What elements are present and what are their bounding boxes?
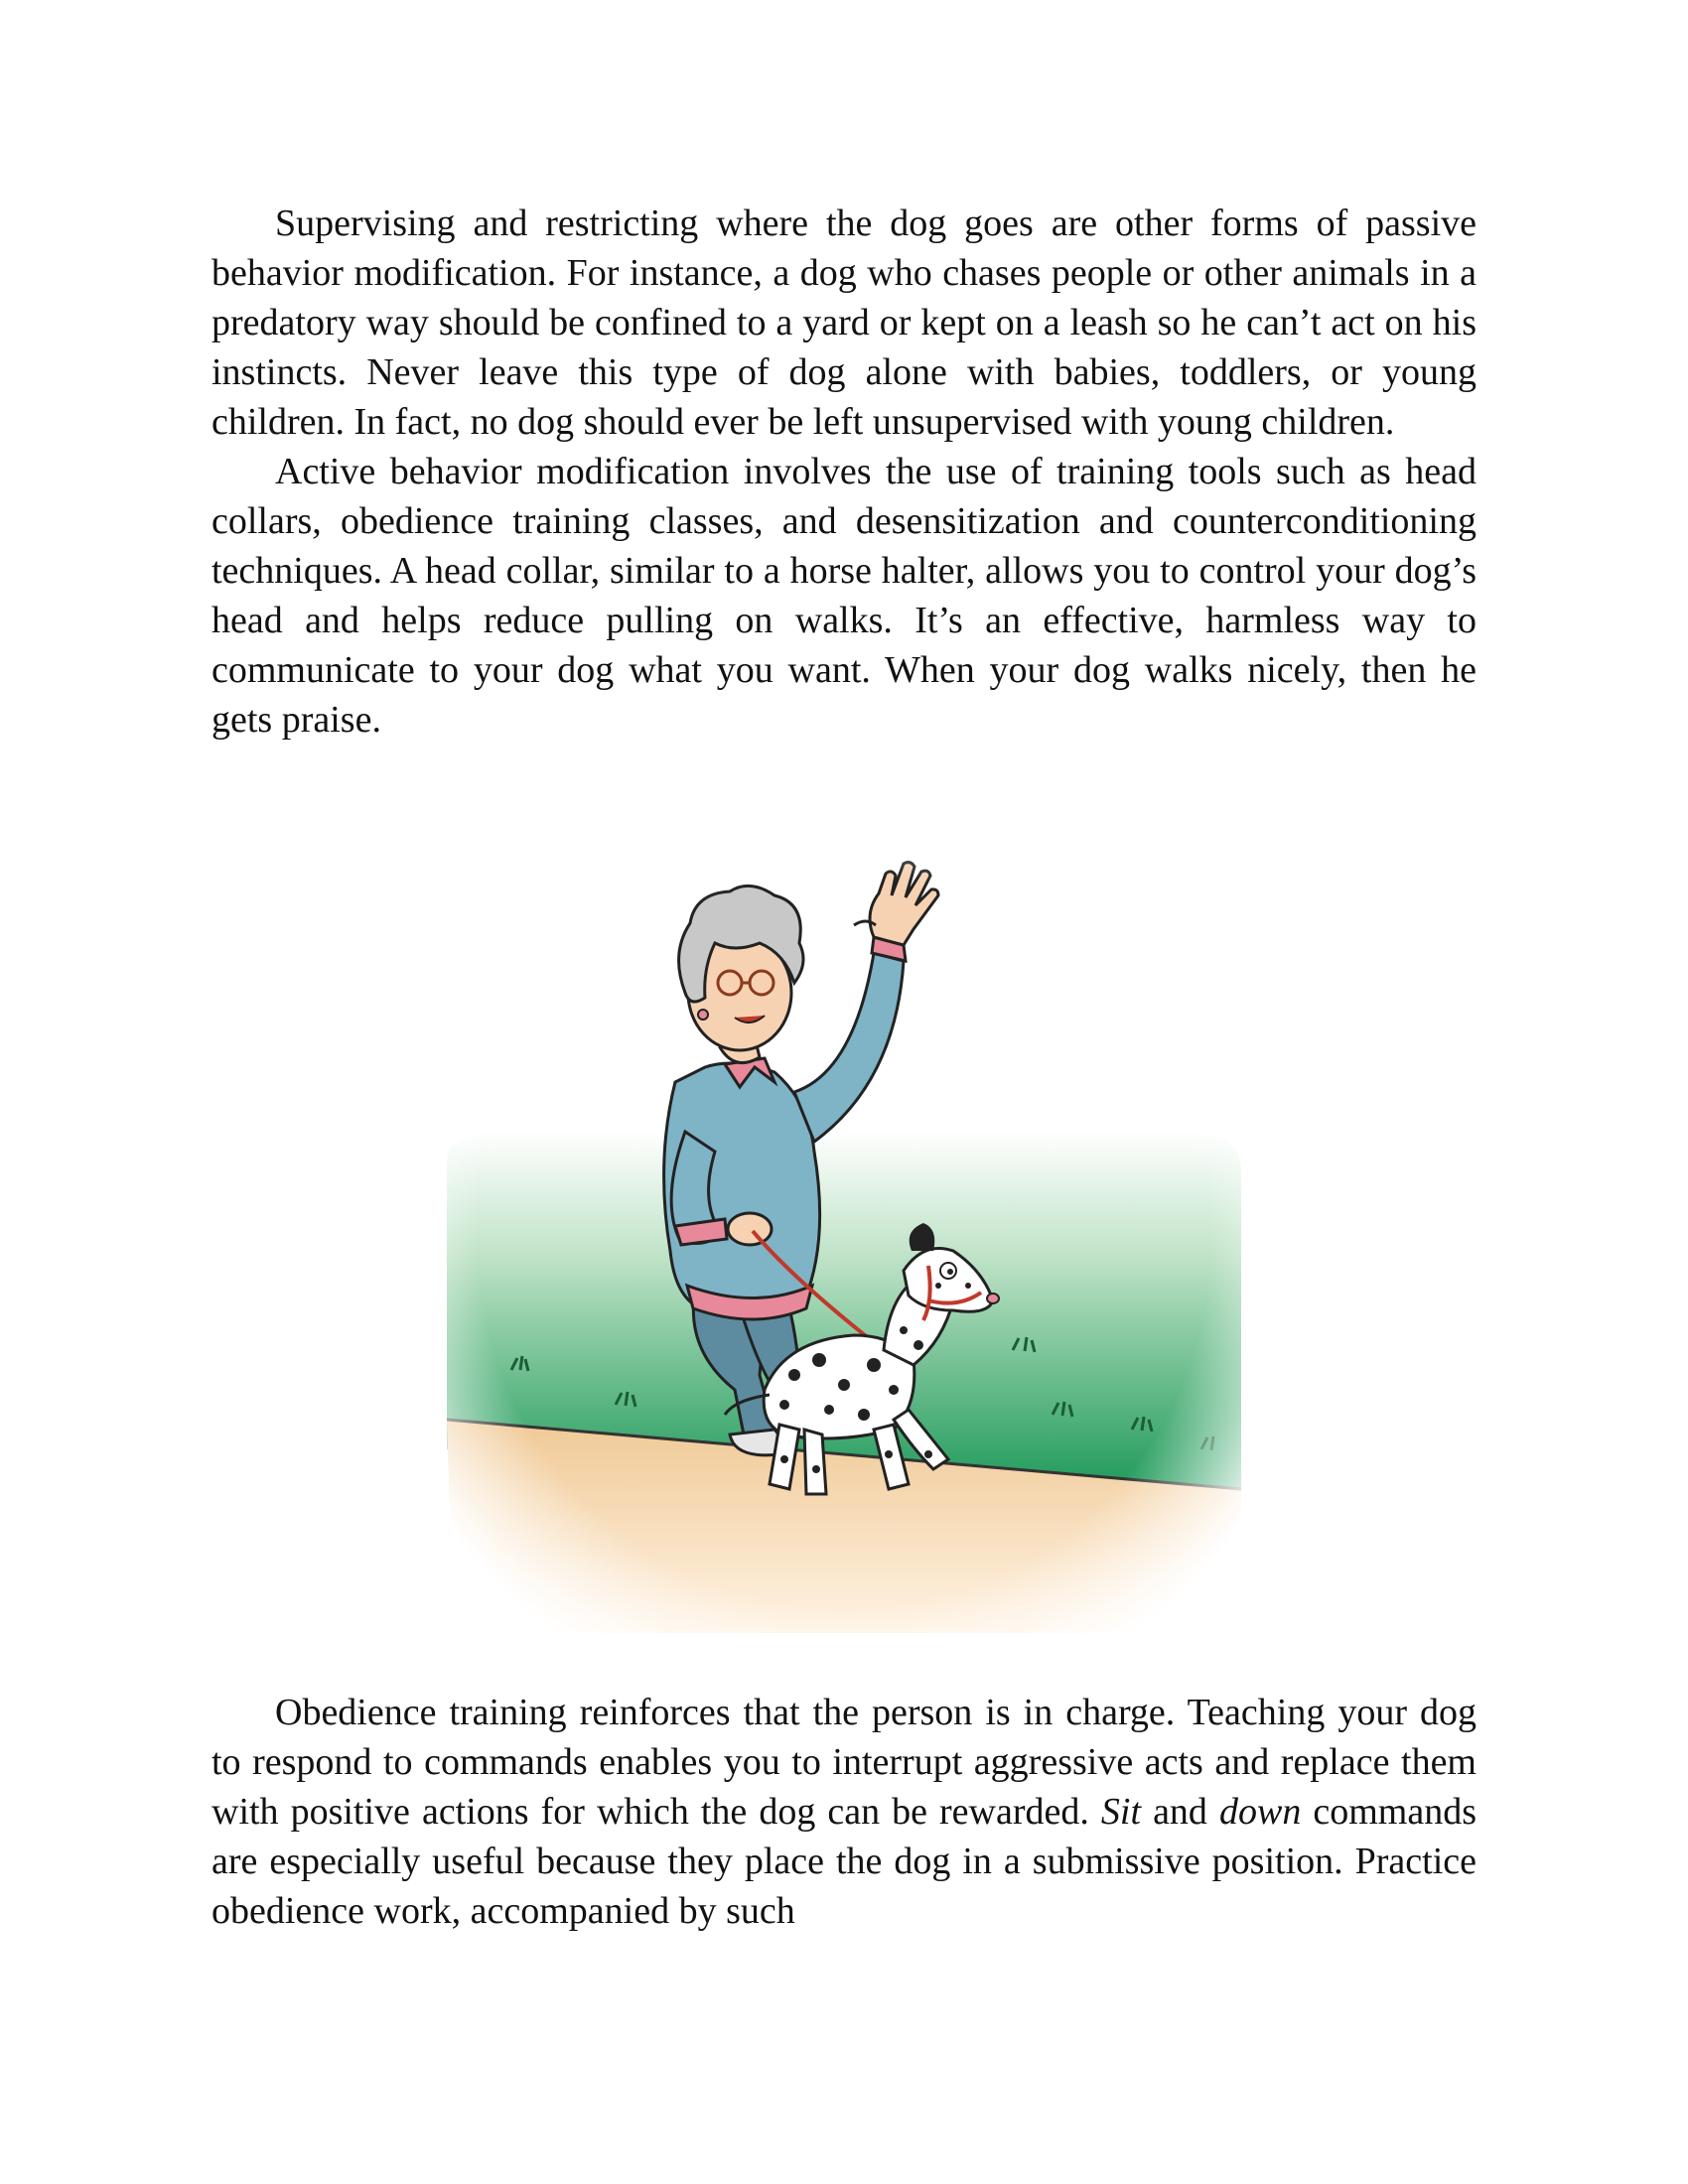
paragraph-supervising: Supervising and restricting where the dog goes are other forms of passive behavior modification. For instance, a dog who chases people or other animals in a predatory way should be confined to a yard or kept on a leash so he can’t act on his instincts. Never leave this type of dog alone with babies, toddlers, or young children. In fact, no dog should ever be left unsupervised with young children. (211, 203, 1477, 443)
down-command-italic: down (1218, 1791, 1302, 1833)
obedience-text-start: Obedience training reinforces that the person is in charge. Teaching your dog to respond to commands enables you to interrupt aggressive acts and replace them with positive actions for which the dog can be rewarded. (211, 1692, 1477, 1833)
sit-command-italic: Sit (1100, 1791, 1142, 1833)
paragraph-obedience (211, 1688, 1477, 1936)
text-block-top (211, 199, 1477, 745)
illustration-svg (437, 834, 1251, 1648)
text-block-bottom (211, 1688, 1477, 1936)
obedience-text-and: and (1141, 1791, 1219, 1833)
obedience-text-end: commands are especially useful because they place the dog in a submissive position. Practice obedience work, accompanied by such (211, 1791, 1477, 1932)
paragraph-active-behavior: Active behavior modification involves the use of training tools such as head collars, obedience training classes, and desensitization and counterconditioning techniques. A head collar, similar to a horse halter, allows you to control your dog’s head and helps reduce pulling on walks. It’s an effective, harmless way to communicate to your dog what you want. When your dog walks nicely, then he gets praise. (211, 451, 1477, 741)
dog-walking-illustration (437, 834, 1251, 1648)
vignette-overlay (437, 834, 1251, 1648)
